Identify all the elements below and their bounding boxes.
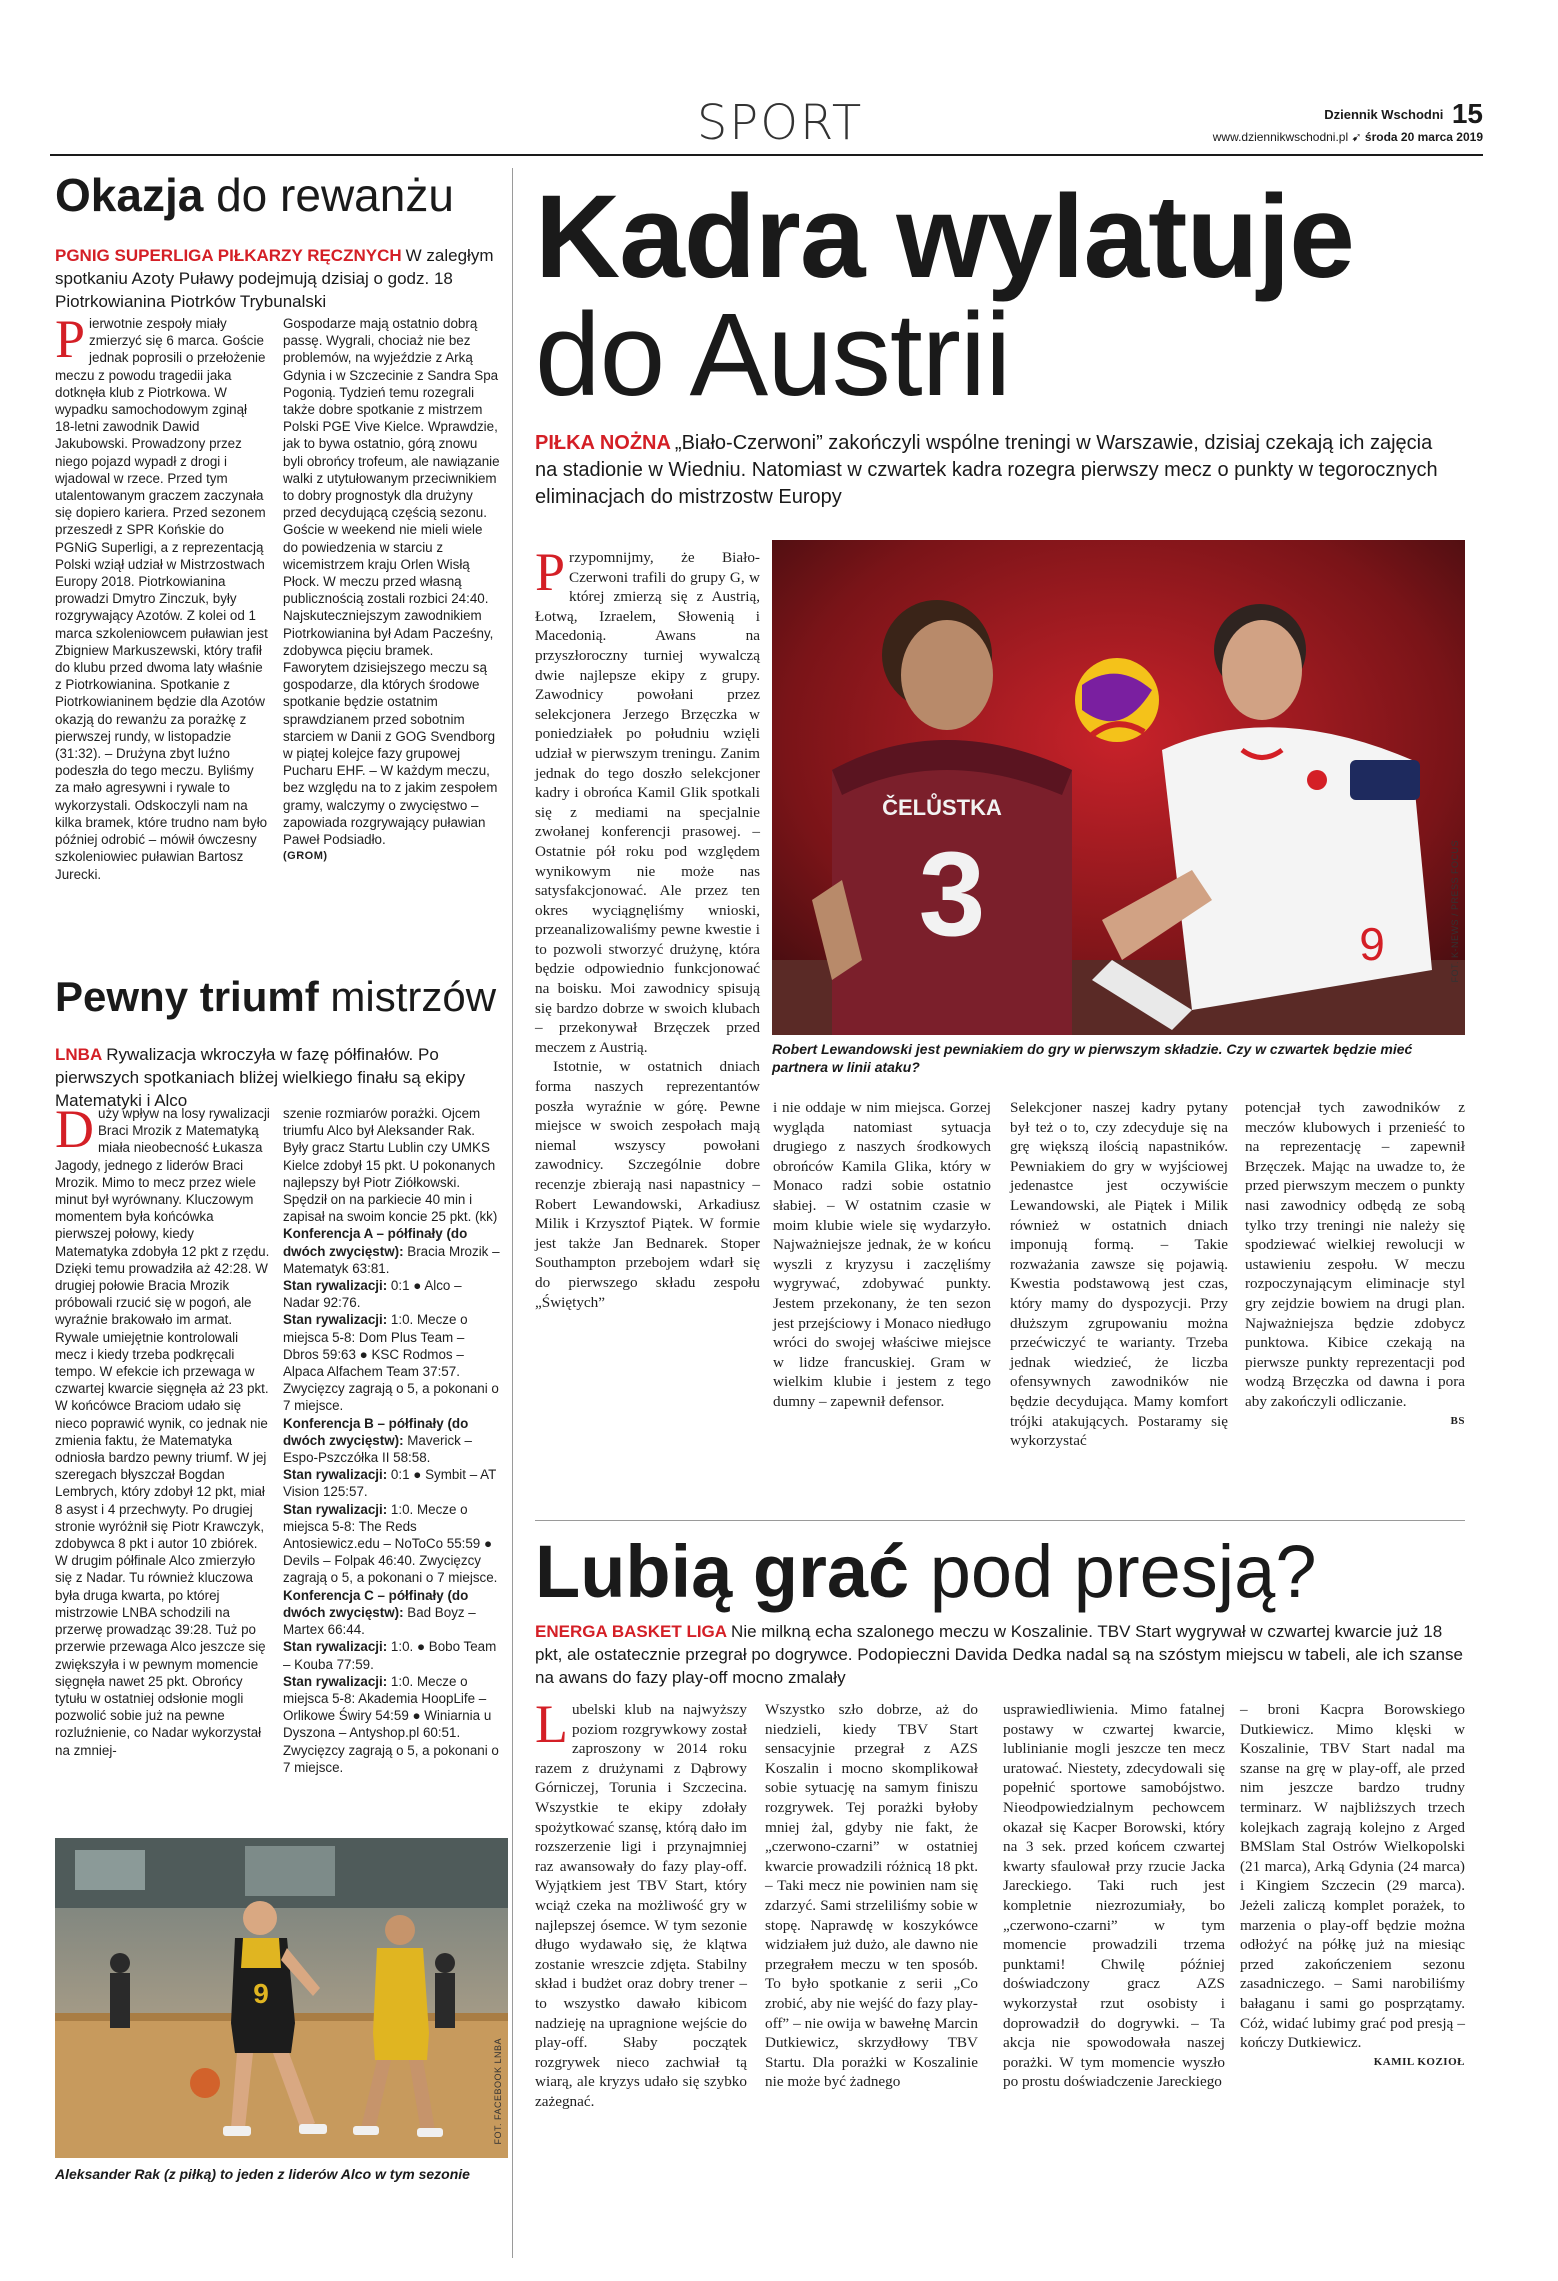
cursor-icon: ➹ [1351,130,1362,144]
results-list [283,1225,501,1776]
result-text: 1:0. Mecze o miejsca 5-8: The Reds Antosiewicz.edu – NoToCo 55:59 ● Devils – Folpak 46:40. Zwycięzcy zagrają o 5, a pokonani o 7 miejsce. [283,1501,498,1586]
result-line [283,1587,501,1639]
result-head: Konferencja A – półfinały (do dwóch zwycięstw): [283,1226,468,1259]
result-head: Konferencja C – półfinały (do dwóch zwycięstw): [283,1587,469,1620]
result-text: 1:0. ● Bobo Team – Kouba 77:59. [283,1639,497,1672]
kadra-column-3 [773,1098,991,1412]
lubia-column-4 [1240,1700,1465,2072]
drop-cap: P [535,542,566,602]
kicker-okazja: PGNIG SUPERLIGA PIŁKARZY RĘCZNYCH [55,246,402,265]
kicker-lubia: ENERGA BASKET LIGA [535,1622,728,1641]
issue-date: środa 20 marca 2019 [1364,130,1483,144]
jersey-number: 9 [253,1978,269,2009]
headline-pewny-rest: mistrzów [330,973,497,1020]
jersey-name: ČELŮSTKA [882,795,1002,820]
okazja-column-2 [283,315,501,866]
lead-kadra [535,430,1450,511]
lubia-body-4: – broni Kacpra Borowskiego Dutkiewicz. Mimo klęski w Koszalinie, TBV Start nadal ma szanse na grę w play-off, ale przed nim jeszcze bardzo trudny terminarz. W najbliższych trzech kolejkach zagrają kolejno z Arged BMSlam Stal Ostrów Wielkopolski (21 marca), Arką Gdynia (24 marca) i Kingiem Szczecin (29 marca). Jeżeli zaliczą komplet porażek, to marzenia o play-off będzie można odłożyć na półkę już na miesiąc przed zakończeniem sezonu zasadniczego. – Sami narobiliśmy bałaganu i sami go posprzątamy. Cóż, widać lubimy grać pod presją – kończy Dutkiewicz. [1240,1701,1465,2052]
kadra-body-1b: Istotnie, w ostatnich dniach forma naszych reprezentantów poszła wyraźnie w górę. Pewne miejsce w swoich zespołach mają niemal wszyscy powołani zawodnicy. Szczególnie dobre recenzje zbierają nasi napastnicy –Robert Lewandowski, Arkadiusz Milik i Krzysztof Piątek. W formie jest także Jan Bednarek. Stoper Southampton przebojem wdarł się do pierwszego składu zespołu „Świętych” [535,1058,760,1311]
lubia-column-2 [765,1700,978,2092]
result-line [283,1466,501,1500]
basketball-scene [55,1838,508,2158]
headline-okazja-rest: do rewanżu [216,169,454,221]
pewny-body-1: uży wpływ na losy rywalizacji Braci Mrozik z Matematyką miała nieobecność Łukasza Jagody, jednego z liderów Braci Mrozik. Mimo to mecz przez wiele minut był wyrównany. Kluczowym momentem była końcówka pierwszej połowy, kiedy Matematyka zdobyła 12 pkt z rzędu. Dzięki temu prowadziła aż 42:28. W drugiej połowie Bracia Mrozik próbowali rzucić się w pogoń, ale wyraźnie brakowało im armat. Rywale umiejętnie kontrolowali mecz i kiedy trzeba podkręcali tempo. W efekcie ich przewaga w czwartej kwarcie sięgnęła aż 23 pkt. W końcówce Braciom udało się nieco poprawić wynik, co jednak nie zmienia faktu, że Matematyka odniosła bardzo pewny triumf. W jej szeregach błyszczał Bogdan Lembrych, który zdobył 12 pkt, miał 8 asyst i 4 przechwyty. Po drugiej stronie wyróżnił się Piotr Krawczyk, zdobywca 8 pkt i autor 10 zbiórek. W drugim półfinale Alco zmierzyło się z Nadar. Tu również kluczowa była druga kwarta, po której mistrzowie LNBA schodzili na przerwę prowadząc 39:28. Tuż po przerwie przewaga Alco jeszcze się zwiększyła i w pewnym momencie sięgnęła nawet 25 pkt. Obrońcy tytułu w ostatniej odsłonie mogli pozwolić sobie już na pewne rozluźnienie, co Nadar wykorzystał na zmniej- [55,1106,270,1758]
result-text: Bracia Mrozik – Matematyk 63:81. [283,1243,500,1276]
lubia-column-3 [1003,1700,1225,2092]
football-photo [772,540,1465,1035]
headline-kadra-line2: do Austrii [535,289,1011,421]
result-text: 1:0. Mecze o miejsca 5-8: Dom Plus Team – Dbros 59:63 ● KSC Rodmos – Alpaca Alfachem Team 37:57. Zwycięzcy zagrają o 5, a pokonani o 7 miejsce. [283,1312,499,1414]
headline-lubia-bold: Lubią grać [535,1530,910,1613]
pewny-column-2 [283,1105,501,1776]
jersey-number-9: 9 [1359,918,1385,970]
result-line [283,1501,501,1587]
result-head: Stan rywalizacji: [283,1467,391,1483]
photo-credit: FOT. FACEBOOK LNBA [493,2038,503,2145]
result-head: Stan rywalizacji: [283,1278,391,1294]
headline-kadra-line1: Kadra wylatuje [535,171,1354,303]
basketball-photo [55,1838,508,2158]
photo-caption: Aleksander Rak (z piłką) to jeden z liderów Alco w tym sezonie [55,2166,470,2182]
section-rule [535,1520,1465,1521]
pewny-column-1 [55,1099,270,1759]
result-head: Konferencja B – półfinały (do dwóch zwycięstw): [283,1415,469,1448]
website-link[interactable]: www.dziennikwschodni.pl [1212,130,1349,144]
headline-kadra [535,171,1354,421]
result-text: 0:1 ● Alco – Nadar 92:76. [283,1278,462,1311]
jersey-number: 3 [918,827,986,961]
okazja-signature: (GROM) [283,850,328,863]
header-rule [50,154,1483,156]
basketball [190,2068,220,2098]
lubia-body-1: ubelski klub na najwyższy poziom rozgrywkowy został zaproszony w 2014 roku razem z drużynami z Dąbrowy Górniczej, Torunia i Szczecina. Wszystkie te ekipy zdołały spożytkować szansę, którą dało im rozszerzenie ligi i przynajmniej raz awansowały do fazy play-off. Wyjątkiem jest TBV Start, który wciąż czeka na możliwość gry w najlepszej ósemce. W tym sezonie długo wydawało się, że klątwa zostanie wreszcie zdjęta. Stabilny skład i budżet oraz dobry trener – to wszystko dawało kibicom nadzieję na upragnione wejście do play-off. Słaby początek rozgrywek nieco zachwiał tą wiarą, ale kryzys udało się szybko zażegnać. [535,1701,747,2110]
photo-credit: FOT. K-NEWS / PRESS FOCUS [1450,840,1460,983]
lubia-body-2: Wszystko szło dobrze, aż do niedzieli, kiedy TBV Start sensacyjnie przegrał z AZS Koszalin i mocno skomplikował sobie sytuację na samym finiszu rozgrywek. Tej porażki byłoby mniej żal, gdyby nie fakt, że „czerwono-czarni” w ostatniej kwarcie prowadzili różnicą 18 pkt. – Taki mecz nie powinien nam się zdarzyć. Sami strzeliliśmy sobie w stopę. Naprawdę w koszykówce widziałem już dużo, ale dawno nie przegrałem meczu w ten sposób. To było spotkanie z serii „Co zrobić, aby nie wejść do fazy play-off” – nie owija w bawełnę Marcin Dutkiewicz, skrzydłowy TBV Startu. Dla porażki w Koszalinie nie może być żadnego [765,1701,978,2091]
football-scene [772,540,1465,1035]
photo-caption: Robert Lewandowski jest pewniakiem do gry w pierwszym składzie. Czy w czwartek będzie mieć partnera w linii ataku? [772,1041,1413,1075]
kadra-body-1: rzypomnijmy, że Biało-Czerwoni trafili do grupy G, w której zmierzą się z Austrią, Łotwą, Izraelem, Słowenią i Macedonią. Awans na przyszłoroczny turniej wywalczą dwie najlepsze ekipy z grupy. Zawodnicy powołani przez selekcjonera Jerzego Brzęczka w poniedziałek po południu wzięli udział w pierwszym treningu. Zanim jednak do tego doszło selekcjoner kadry i obrońca Kamil Glik spotkali się z mediami na specjalnie zwołanej konferencji prasowej. – Ostatnie pół roku pod względem wynikowym nie może nas satysfakcjonować. Ale przez ten okres wyciągnęliśmy wnioski, przeanalizowaliśmy pewne kwestie i to pozwoli stworzyć drużynę, która będzie odpowiednio funkcjonować na boisku. Moi zawodnicy spisują się bardzo dobrze w swoich klubach – przekonywał Brzęczek przed meczem z Austrią. [535,549,760,1056]
drop-cap: L [535,1694,568,1754]
headline-lubia-rest: pod presją? [929,1530,1317,1613]
result-head: Stan rywalizacji: [283,1312,391,1328]
section-title: SPORT [696,95,864,151]
okazja-body-1: ierwotnie zespoły miały zmierzyć się 6 marca. Goście jednak poprosili o przełożenie meczu z powodu tragedii jaka dotknęła klub z Piotrkowa. W wypadku samochodowym zginął 18-letni zawodnik Dawid Jakubowski. Prowadzony przez niego pojazd wypadł z drogi i wjadowal w rzece. Przed tym utalentowanym graczem zaczynała się dopiero kariera. Przed sezonem przeszedł z SPR Końskie do PGNiG Superligi, a z reprezentacją Polski wziął udział w Mistrzostwach Europy 2018. Piotrkowianina prowadzi Dmytro Zinczuk, były rozgrywający Azotów. Z kolei od 1 marca szkoleniowcem puławian jest Zbigniew Markuszewski, który trafił do klubu przed dwoma laty właśnie z Piotrkowianina. Spotkanie z Piotrkowianinem będzie dla Azotów okazją do rewanżu za porażkę z pierwszej rundy, w listopadzie (31:32). – Drużyna zbyt luźno podeszła do tego meczu. Byliśmy za mało agresywni i rywale to wykorzystali. Odskoczyli nam na kilka bramek, które trudno nam było później odrobić – mówił ówczesny szkoleniowiec puławian Bartosz Jurecki. [55,316,268,882]
kadra-body-4: Selekcjoner naszej kadry pytany był też o to, czy zdecyduje się na grę większą ilością napastników. Pewniakiem do gry w wyjściowej jedenastce jest oczywiście Lewandowski, ale Piątek i Milik również w ostatnich dniach imponują formą. – Takie rozważania zawsze się pojawią. Kwestia podstawową jest czas, który mamy do dyspozycji. Przy dłuższym zgrupowaniu można przećwiczyć te warianty. Trzeba jednak wiedzieć, że liczba ofensywnych zawodników nie będzie decydująca. Mamy komfort trójki atakujących. Postaramy się wykorzystać [1010,1099,1228,1450]
lead-pewny-text: Rywalizacja wkroczyła w fazę półfinałów. Po pierwszych spotkaniach bliżej wielkiego finału są ekipy Matematyki i Alco [55,1045,466,1110]
lead-pewny [55,1043,500,1112]
kicker-pewny: LNBA [55,1045,103,1064]
headline-okazja-bold: Okazja [55,169,204,221]
kadra-column-5 [1245,1098,1465,1431]
kicker-kadra: PIŁKA NOŻNA [535,432,671,454]
result-text: Maverick – Espo-Pszczółka II 58:58. [283,1432,473,1466]
result-line [283,1225,501,1277]
headline-pewny-bold: Pewny triumf [55,973,319,1020]
kadra-column-4 [1010,1098,1228,1451]
paper-name: Dziennik Wschodni [1324,107,1444,122]
kadra-body-3: i nie oddaje w nim miejsca. Gorzej wygląda natomiast sytuacja drugiego z naszych środkowych obrońców Kamila Glika, który w Monaco radzi sobie ostatnio słabiej. – W ostatnim czasie w moim klubie wiele się wydarzyło. Najważniejsze jednak, że w końcu wyszli z kryzysu i zaczęliśmy wygrywać, zdobywać punkty. Jestem przekonany, że ten sezon jest przejściowy i Monaco niedługo wróci do swojej właściwe miejsce w lidze francuskiej. Gram w wielkim klubie i jestem z tego dumny – zapewnił defensor. [773,1099,991,1410]
kadra-column-1 [535,542,760,1312]
lead-okazja [55,244,500,313]
result-line [283,1415,501,1467]
result-head: Stan rywalizacji: [283,1501,391,1517]
pewny-body-2: szenie rozmiarów porażki. Ojcem triumfu Alco był Aleksander Rak. Były gracz Startu Lublin czy UMKS Kielce zdobył 15 pkt. U pokonanych najlepszy był Piotr Ziółkowski. Spędził on na parkiecie 40 min i zapisał na swoim koncie 25 pkt. (kk) [283,1106,498,1225]
lead-okazja-text: W zaległym spotkaniu Azoty Puławy podejmują dzisiaj o godz. 18 Piotrkowianina Piotrków Trybunalski [55,246,494,311]
column-divider [512,168,513,2258]
result-line [283,1673,501,1776]
masthead [1213,100,1483,144]
lubia-signature: KAMIL KOZIOŁ [1373,2055,1465,2068]
drop-cap: P [55,309,86,369]
okazja-column-1 [55,309,270,883]
lubia-body-3: usprawiedliwienia. Mimo fatalnej postawy w czwartej kwarcie, lublinianie mogli jeszcze ten mecz uratować. Niestety, zdecydowali się popełnić sportowe samobójstwo. Nieodpowiedzialnym pechowcem okazał się Kacper Borowski, który na 3 sek. przed końcem czwartej kwarty sfaulował przy rzucie Jacka Jareckiego. Taki ruch jest kompletnie niezrozumiały, bo „czerwono-czarni” w tym momencie prowadzili trzema punktami! Chwilę później doświadczony gracz AZS wykorzystał rzut osobisty i doprowadził do dogrywki. – Ta akcja nie spowodowała naszej porażki. W tym momencie wyszło po prostu doświadczenie Jareckiego [1003,1701,1225,2091]
headline-pewny [55,972,496,1022]
kadra-body-5: potencjał tych zawodników z meczów klubowych i przenieść to na reprezentację – zapewnił Brzęczek. Mając na uwadze to, że przed pierwszym meczem o punkty nasi zawodnicy odbędą ze sobą tylko trzy treningi nie należy się spodziewać wielkiej rewolucji w ustawieniu zespołu. W meczu rozpoczynającym eliminacje styl gry zejdzie bowiem na drugi plan. Najważniejsza będzie zdobycz punktowa. Kibice czekają na pierwsze punkty reprezentacji pod wodzą Brzęczka od dawna i pora aby zakończyli odliczanie. [1245,1099,1465,1410]
lead-lubia [535,1620,1465,1689]
result-text: Bad Boyz – Martex 66:44. [283,1604,476,1638]
result-line [283,1311,501,1414]
okazja-body-2: Gospodarze mają ostatnio dobrą passę. Wygrali, chociaż nie bez problemów, na wyjeździe z Arką Gdynia i w Szczecinie z Sandra Spa Pogonią. Tydzień temu rozegrali także dobre spotkanie z mistrzem Polski PGE Vive Kielce. Wprawdzie, jak to bywa ostatnio, górą znowu byli obrońcy trofeum, ale nawiązanie walki z utytułowanym przeciwnikiem to dobry prognostyk dla drużyny przed decydującą częścią sezonu. Goście w weekend nie mieli wiele do powiedzenia w starciu z wicemistrzem kraju Orlen Wisłą Płock. W meczu przed własną publicznością zostali rozbici 24:40. Najskuteczniejszym zawodnikiem Piotrkowianina był Adam Pacześny, zdobywca pięciu bramek. Faworytem dzisiejszego meczu są gospodarze, dla których środowe spotkanie będzie ostatnim sprawdzianem przed sobotnim starciem w Danii z GOG Svendborg w piątej kolejce fazy grupowej Pucharu EHF. – W każdym meczu, bez względu na to z jakim zespołem gramy, walczymy o zwycięstwo – zapowiada rozgrywający puławian Paweł Podsiadło. [283,316,500,848]
result-line [283,1638,501,1672]
headline-lubia [535,1530,1317,1614]
result-head: Stan rywalizacji: [283,1639,391,1655]
lubia-column-1 [535,1694,747,2111]
captain-armband [1350,760,1420,800]
result-text: 1:0. Mecze o miejsca 5-8: Akademia HoopLife – Orlikowe Świry 54:59 ● Winiarnia u Dyszona – Antyshop.pl 60:51. Zwycięzcy zagrają o 5, a pokonani o 7 miejsce. [283,1673,499,1775]
headline-okazja [55,168,454,222]
drop-cap: D [55,1099,94,1159]
lead-lubia-text: Nie milkną echa szalonego meczu w Koszalinie. TBV Start wygrywał w czwartej kwarcie już 18 pkt, ale ostatecznie przegrał po dogrywce. Podopieczni Davida Dedka nadal są na szóstym miejscu w tabeli, ale ich szanse na awans do fazy play-off mocno zmalały [535,1622,1463,1687]
page-number: 15 [1451,98,1483,129]
result-line [283,1277,501,1311]
result-head: Stan rywalizacji: [283,1673,391,1689]
kadra-signature: BS [1450,1414,1465,1427]
result-text: 0:1 ● Symbit – AT Vision 125:57. [283,1467,497,1500]
lead-kadra-text: „Biało-Czerwoni” zakończyli wspólne treningi w Warszawie, dzisiaj czekają ich zajęcia na stadionie w Wiedniu. Natomiast w czwartek kadra rozegra pierwszy mecz o punkty w tegorocznych eliminacjach do mistrzostw Europy [535,432,1438,508]
